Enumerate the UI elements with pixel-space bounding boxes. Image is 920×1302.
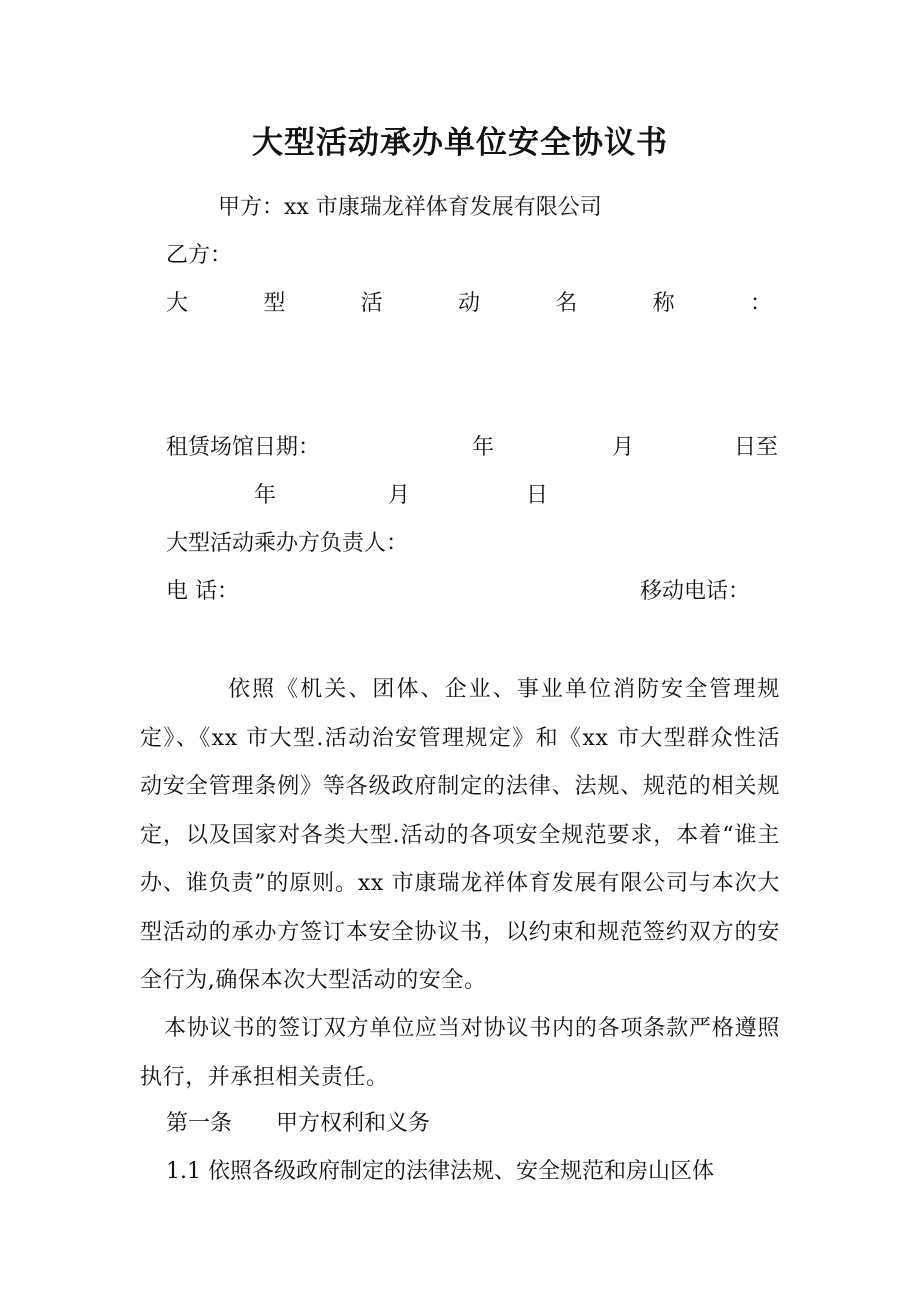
document-title: 大型活动承办单位安全协议书 [252, 125, 668, 161]
rental-day-2: 日 [526, 483, 549, 508]
clause-1-1: 1.1 依照各级政府制定的法律法规、安全规范和房山区体 [166, 1159, 714, 1184]
phone-label: 电 话： [166, 579, 239, 604]
rental-day-1: 日至 [734, 435, 779, 460]
rental-month-1: 月 [612, 435, 635, 460]
party-b-line: 乙方： [166, 243, 233, 268]
event-name-char: 型 [263, 291, 286, 316]
event-name-char: 名 [555, 291, 578, 316]
paragraph-legal-basis: 依照《机关、团体、企业、事业单位消防安全管理规定》、《xx 市大型.活动治安管理规定》和《xx 市大型群众性活动安全管理条例》等各级政府制定的法律、法规、规范的相关规定，以及国家对各类大型.活动的各项安全规范要求，本着“谁主办、谁负责”的原则。xx 市康瑞龙祥体育发展有限公司与本次大型活动的承办方签订本安全协议书，以约束和规范签约双方的安全行为,确保本次大型活动的安全。 [140, 677, 780, 993]
event-name-char: 称 [652, 291, 675, 316]
rental-month-2: 月 [388, 483, 411, 508]
event-name-char: 大 [166, 291, 189, 316]
event-name-char: ： [749, 291, 772, 316]
event-name-line [166, 280, 772, 328]
rental-year-2: 年 [254, 483, 277, 508]
rental-date-label: 租赁场馆日期： [166, 435, 321, 460]
event-name-char: 动 [457, 291, 480, 316]
party-a-line: 甲方：xx 市康瑞龙祥体育发展有限公司 [218, 195, 602, 220]
article-1-heading: 第一条 甲方权利和义务 [166, 1111, 431, 1136]
event-name-char: 活 [360, 291, 383, 316]
paragraph-obligation: 本协议书的签订双方单位应当对协议书内的各项条款严格遵照执行，并承担相关责任。 [140, 1016, 780, 1090]
mobile-phone-label: 移动电话： [640, 579, 751, 604]
rental-year-1: 年 [472, 435, 495, 460]
responsible-person-line: 大型活动乘办方负责人： [166, 531, 409, 556]
